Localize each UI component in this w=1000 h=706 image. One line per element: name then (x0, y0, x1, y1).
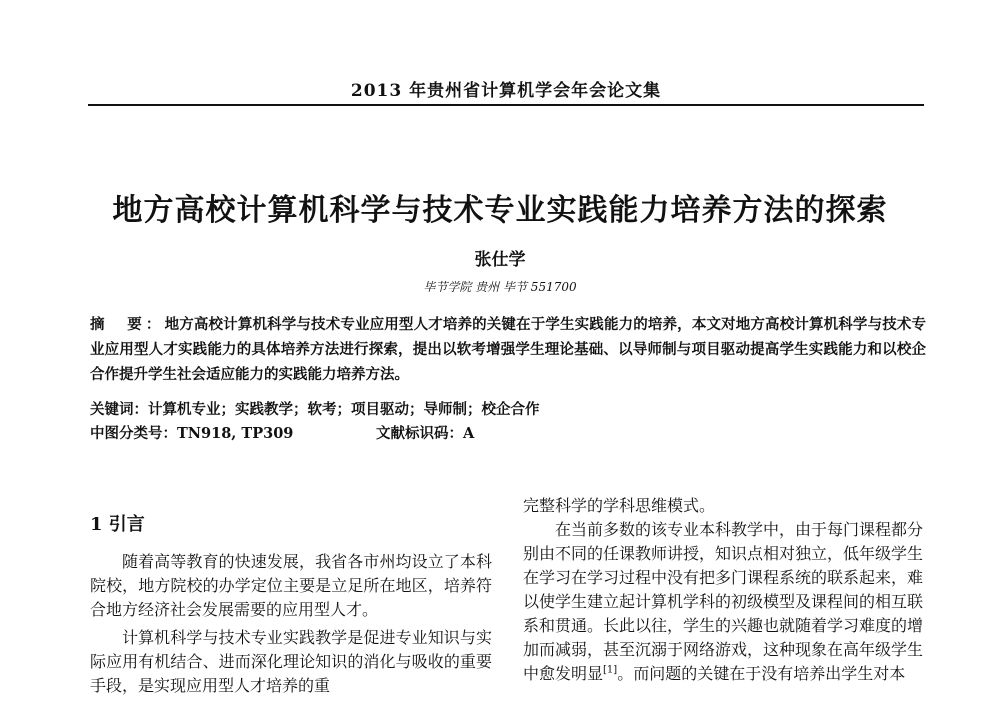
keywords-label: 关键词： (90, 401, 148, 418)
paragraph-text-continued: 。而问题的关键在于没有培养出学生对本 (617, 664, 906, 683)
author-affiliation: 毕节学院 贵州 毕节 551700 (423, 280, 577, 294)
doc-code-label: 文献标识码： (376, 425, 463, 442)
classification-line (90, 422, 926, 446)
clc-label: 中图分类号： (90, 425, 177, 442)
abstract (90, 312, 926, 387)
continued-paragraph: 完整科学的学科思维模式。 (523, 496, 716, 515)
body-paragraph (523, 518, 923, 686)
keywords (90, 398, 926, 422)
right-column (523, 494, 923, 686)
abstract-text: 地方高校计算机科学与技术专业应用型人才培养的关键在于学生实践能力的培养，本文对地方高校计算机科学与技术专业应用型人才实践能力的具体培养方法进行探索，提出以软考增强学生理论基础、以导师制与项目驱动提高学生实践能力和以校企合作提升学生社会适应能力的实践能力培养方法。 (90, 316, 927, 383)
clc-value: TN918, TP309 (177, 425, 294, 442)
body-paragraph: 随着高等教育的快速发展，我省各市州均设立了本科院校，地方院校的办学定位主要是立足所在地区，培养符合地方经济社会发展需要的应用型人才。 (90, 552, 492, 619)
abstract-label: 摘 要： (90, 316, 165, 333)
paragraph-text: 在当前多数的该专业本科教学中，由于每门课程都分别由不同的任课教师讲授，知识点相对独立，低年级学生在学习在学习过程中没有把多门课程系统的联系起来，难以使学生建立起计算机学科的初级模型及课程间的相互联系和贯通。长此以往，学生的兴趣也就随着学习难度的增加而减弱，甚至沉溺于网络游戏，这种现象在高年级学生中愈发明显 (523, 520, 924, 683)
left-column (90, 510, 492, 698)
citation-reference: [1] (603, 664, 618, 676)
header-rule (88, 104, 924, 106)
doc-code-value: A (463, 425, 475, 442)
keywords-text: 计算机专业；实践教学；软考；项目驱动；导师制；校企合作 (148, 401, 540, 418)
paper-title: 地方高校计算机科学与技术专业实践能力培养方法的探索 (112, 193, 888, 228)
body-paragraph: 计算机科学与技术专业实践教学是促进专业知识与实际应用有机结合、进而深化理论知识的消化与吸收的重要手段，是实现应用型人才培养的重 (90, 628, 492, 695)
section-heading: 1 引言 (90, 514, 145, 535)
document-code (376, 422, 474, 446)
running-header: 2013 年贵州省计算机学会年会论文集 (350, 81, 662, 101)
author-name: 张仕学 (474, 250, 526, 270)
